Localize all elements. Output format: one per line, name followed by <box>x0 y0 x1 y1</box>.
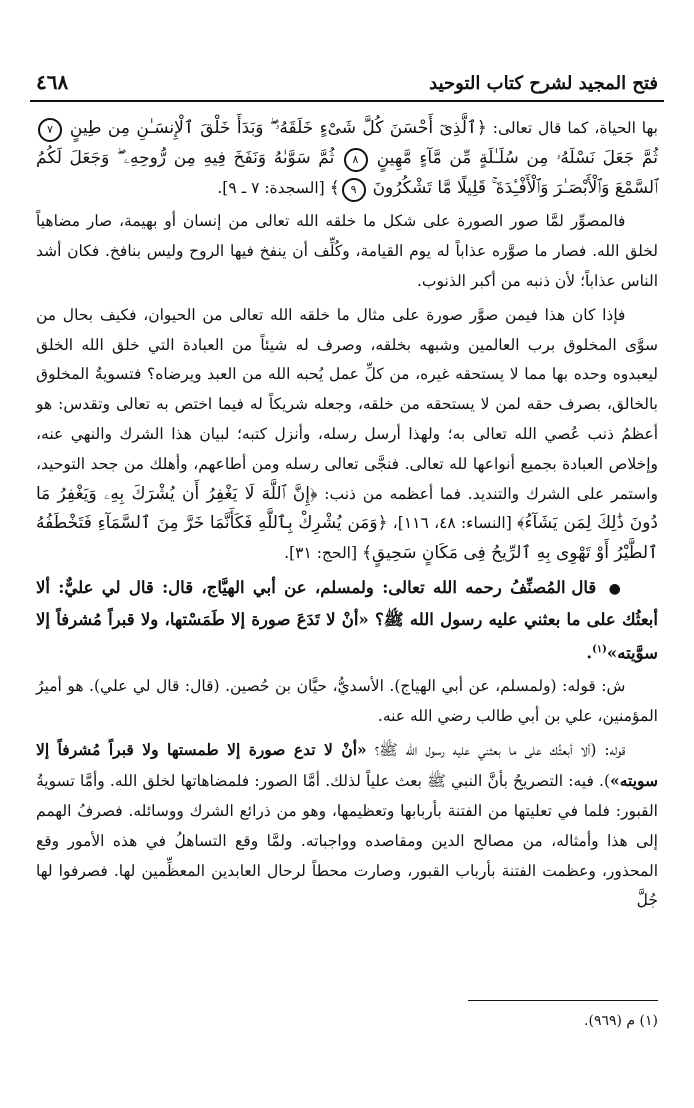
bullet-icon: ● <box>608 580 624 597</box>
p1-intro: بها الحياة، كما قال تعالى: <box>486 119 658 137</box>
p1-reference: [السجدة: ٧ ـ ٩]. <box>217 178 325 197</box>
quran-close-bracket: ﴾ <box>329 177 340 198</box>
page-body <box>36 114 658 916</box>
paragraph-6 <box>36 735 658 916</box>
p3-text: فإذا كان هذا فيمن صوَّر صورة على مثال ما خلقه الله تعالى من الحيوان، فكيف بحال من سوَّى المخلوق برب العالمين وشبهه بخلقه، وصرف له شيئاً من العبادة التي خلق الله الخلق ليعبدوه وحده بها مما لا يستحقه غيره، من كلِّ عمل يُحبه الله من العبد ويرضاه؟ فتسويةُ المخلوق بالخالق، بصرف حقه لمن لا يستحقه من خلقه، وجعله شريكاً له فيما اختص به تعالى وتقدس: هو أعظمُ ذنب عُصي الله تعالى به؛ ولهذا أرسل رسله، وأنزل كتبه؛ لبيان هذا الشرك والنهي عنه، وإخلاص العبادة بجميع أنواعها لله تعالى. فنجَّى تعالى رسله ومن أطاعهم، وأهلك من جحد التوحيد، واستمر على الشرك والتنديد. فما أعظمه من ذنب: <box>36 305 658 503</box>
p4-text: قال المُصنِّفُ رحمه الله تعالى: ولمسلم، عن أبي الهيَّاج، قال: قال لي عليٌّ: ألا أبعثُك على ما بعثني عليه رسول الله ﷺ؟ «أنْ لا تَدَعَ صورة إلا طَمَسْتها، ولا قبراً مُشرفاً إلا سوَّيته» <box>36 577 658 663</box>
p6-hadith: «أنْ لا تدع صورة إلا طمستها ولا قبراً مُشرفاً إلا سويته» <box>36 740 658 791</box>
page-header <box>36 64 658 94</box>
paragraph-4-matn <box>36 573 658 668</box>
paragraph-1 <box>36 114 658 203</box>
quran-hajj: ﴿وَمَن يُشْرِكْ بِٱللَّهِ فَكَأَنَّمَا خَرَّ مِنَ ٱلسَّمَآءِ فَتَخْطَفُهُ ٱلطَّيْرُ أَوْ تَهْوِى بِهِ ٱلرِّيحُ فِى مَكَانٍ سَحِيقٍ﴾ <box>36 513 658 564</box>
quran-sajdah-7: ﴿ٱلَّذِىٓ أَحْسَنَ كُلَّ شَىْءٍ خَلَقَهُۥ ۖ وَبَدَأَ خَلْقَ ٱلْإِنسَـٰنِ مِن طِينٍ <box>69 118 487 138</box>
p6-a: قوله: (ألا أبعثُك على ما بعثني عليه رسول الله ﷺ؟ <box>366 741 626 760</box>
page-number: ٤٦٨ <box>36 70 69 94</box>
p3-ref2: [الحج: ٣١]. <box>284 544 358 563</box>
ayah-number-9: ٩ <box>342 178 366 202</box>
footnote-marker: (١) <box>592 643 607 655</box>
p6-c: ). فيه: التصريحُ بأنَّ النبي ﷺ بعث علياً لذلك. أمَّا الصور: فلمضاهاتها لخلق الله. وأمَّا تسويةُ القبور: فلما في تعليتها من الفتنة بأربابها وتعظيمها، وهو من ذرائع الشرك ووسائله. فصرفُ الهمم إلى هذا وأمثاله، من مصالح الدين ومقاصده وواجباته. ولمَّا وقع التساهلُ في هذه الأمور وقع المحذور، وعظمت الفتنة بأرباب القبور، وصارت محطاً لرحال العابدين المعظِّمين لها. فصرفوا لها جُلَّ <box>36 772 658 910</box>
quran-nisa: ﴿إِنَّ ٱللَّهَ لَا يَغْفِرُ أَن يُشْرَكَ بِهِۦ وَيَغْفِرُ مَا دُونَ ذَٰلِكَ لِمَن يَشَآءُ﴾ <box>36 483 659 534</box>
paragraph-2: فالمصوِّر لمَّا صور الصورة على شكل ما خلقه الله تعالى من إنسان أو بهيمة، صار مضاهياً لخلق الله. فصار ما صوَّره عذاباً له يوم القيامة، وكُلِّف أن ينفخ فيها الروح وليس بنافخ. فكان أشد الناس عذاباً؛ لأن ذنبه من أكبر الذنوب. <box>36 212 658 290</box>
p4-end: . <box>586 643 593 663</box>
footnote: (١) م (٩٦٩). <box>584 1013 658 1029</box>
footnote-rule <box>468 1000 658 1001</box>
p3-ref1: [النساء: ٤٨، ١١٦]، <box>387 514 512 533</box>
paragraph-5: ش: قوله: (ولمسلم، عن أبي الهياج). الأسديُّ، حيَّان بن حُصين. (قال: قال لي علي). هو أميرُ المؤمنين، علي بن أبي طالب رضي الله عنه. <box>36 676 658 725</box>
quran-sajdah-8: ثُمَّ جَعَلَ نَسْلَهُۥ مِن سُلَـٰلَةٍ مِّن مَّآءٍ مَّهِينٍ <box>376 147 658 168</box>
ayah-number-8: ٨ <box>344 148 368 172</box>
ayah-number-7: ٧ <box>38 118 62 142</box>
quran-sajdah-9: ثُمَّ سَوَّىٰهُ وَنَفَخَ فِيهِ مِن رُّوحِهِۦ ۖ وَجَعَلَ لَكُمُ ٱلسَّمْعَ وَٱلْأَبْصَـٰرَ وَٱلْأَفْـِٔدَةَ ۚ قَلِيلًا مَّا تَشْكُرُونَ <box>36 147 658 198</box>
header-rule <box>30 100 664 102</box>
running-title: فتح المجيد لشرح كتاب التوحيد <box>429 73 658 94</box>
paragraph-3 <box>36 301 658 569</box>
